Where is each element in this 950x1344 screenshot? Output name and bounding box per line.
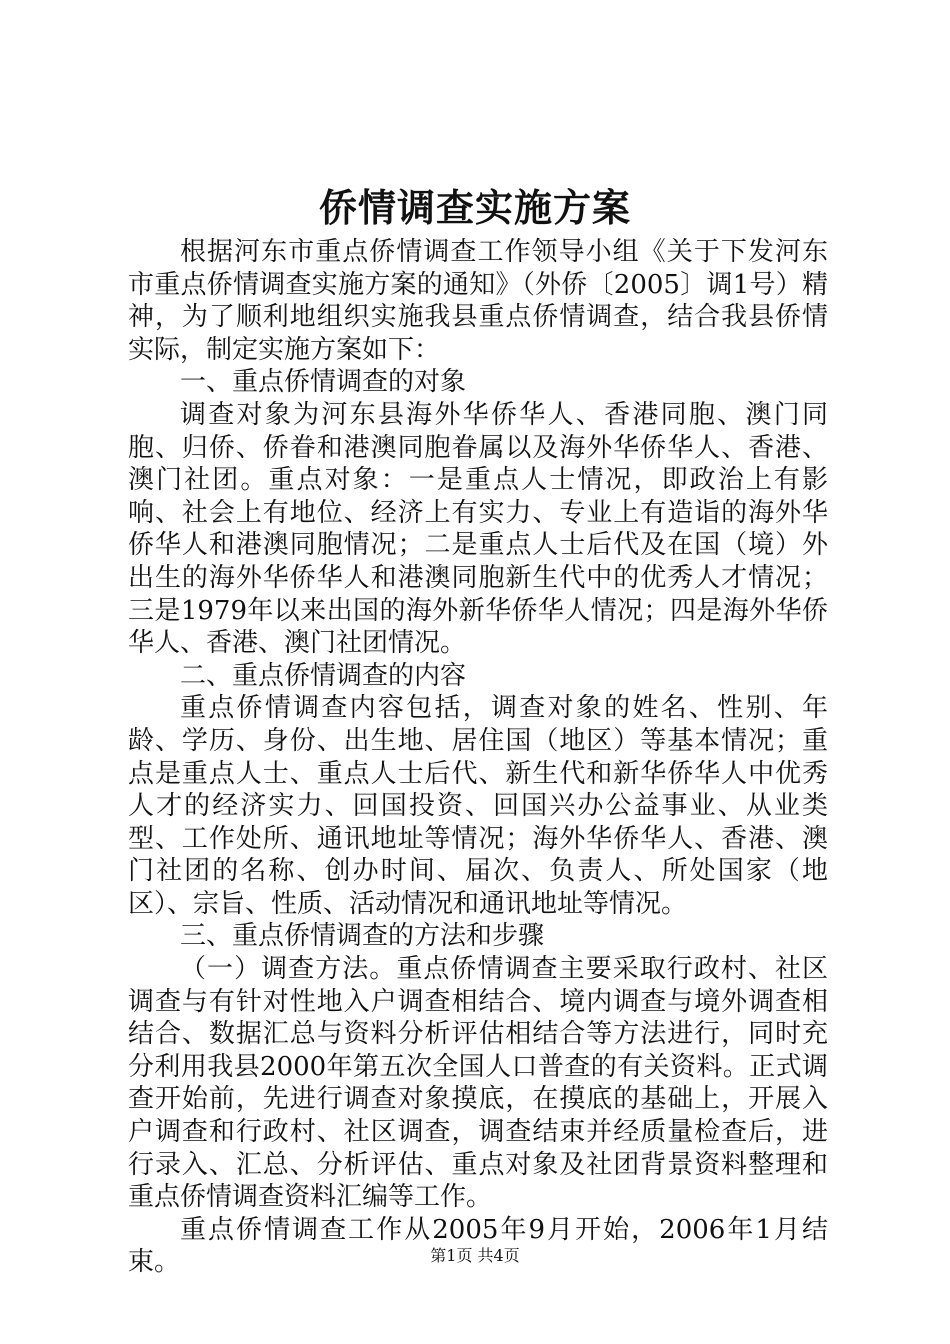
page-footer: 第1页 共4页 — [430, 1246, 520, 1265]
content-paragraph: 重点侨情调查内容包括，调查对象的姓名、性别、年龄、学历、身份、出生地、居住国（地区）等基本情况；重点是重点人士、重点人士后代、新生代和新华侨华人中优秀人才的经济实力、回国投资、回国兴办公益事业、从业类型、工作处所、通讯地址等情况；海外华侨华人、香港、澳门社团的名称、创办时间、届次、负责人、所处国家（地区）、宗旨、性质、活动情况和通讯地址等情况。 — [128, 693, 828, 919]
section-heading-methods: 三、重点侨情调查的方法和步骤 — [180, 921, 545, 952]
methods-paragraph: （一）调查方法。重点侨情调查主要采取行政村、社区调查与有针对性地入户调查相结合、境内调查与境外调查相结合、数据汇总与资料分析评估相结合等方法进行，同时充分利用我县2000年第五次全国人口普查的有关资料。正式调查开始前，先进行调查对象摸底，在摸底的基础上，开展入户调查和行政村、社区调查，调查结束并经质量检查后，进行录入、汇总、分析评估、重点对象及社团背景资料整理和重点侨情调查资料汇编等工作。 — [128, 954, 828, 1213]
schedule-paragraph: 重点侨情调查工作从2005年9月开始，2006年1月结束。 — [128, 1214, 828, 1278]
document-title: 侨情调查实施方案 — [318, 185, 631, 230]
objects-paragraph: 调查对象为河东县海外华侨华人、香港同胞、澳门同胞、归侨、侨眷和港澳同胞眷属以及海外华侨华人、香港、澳门社团。重点对象：一是重点人士情况，即政治上有影响、社会上有地位、经济上有实力、专业上有造诣的海外华侨华人和港澳同胞情况；二是重点人士后代及在国（境）外出生的海外华侨华人和港澳同胞新生代中的优秀人才情况；三是1979年以来出国的海外新华侨华人情况；四是海外华侨华人、香港、澳门社团情况。 — [128, 399, 828, 659]
section-heading-content: 二、重点侨情调查的内容 — [180, 660, 467, 691]
intro-paragraph: 根据河东市重点侨情调查工作领导小组《关于下发河东市重点侨情调查实施方案的通知》（外侨〔2005〕调1号）精神，为了顺利地组织实施我县重点侨情调查，结合我县侨情实际，制定实施方案如下： — [128, 237, 828, 365]
document-body — [128, 236, 828, 1279]
section-heading-objects: 一、重点侨情调查的对象 — [180, 367, 467, 398]
